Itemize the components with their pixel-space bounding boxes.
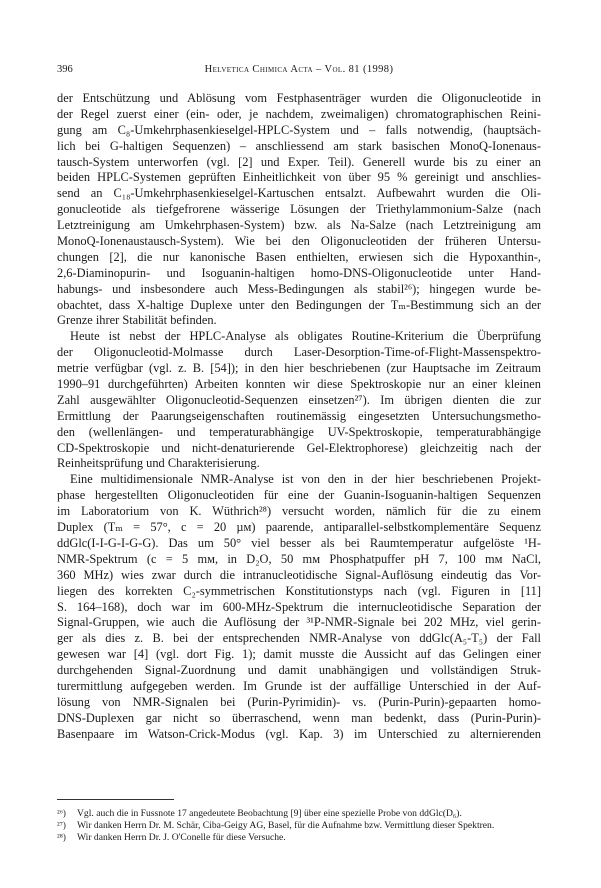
text-line: habungs- und insbesondere auch Mess-Bedingungen als stabil²⁶); hingegen wurde be- — [57, 281, 541, 296]
footnote-text: Vgl. auch die in Fussnote 17 angedeutete Beobachtung [9] über eine spezielle Probe von ddGlc(D₆). — [77, 808, 462, 819]
text-line: obachtet, dass X-haltige Duplexe unter den Bedingungen der Tₘ-Bestimmung sich an der — [57, 297, 541, 312]
text-line: metrie verfügbar (vgl. z. B. [54]); in den hier beschriebenen (zur Hauptsache im Zeitraum — [57, 361, 541, 376]
text-line: der Oligonucleotid-Molmasse durch Laser-Desorption-Time-of-Flight-Massenspektro- — [57, 345, 541, 360]
footnote-28 — [57, 831, 541, 844]
text-line: lich bei G-haltigen Sequenzen) – anschliessend am stark basischen MonoQ-Ionenaus- — [57, 138, 541, 153]
footnote-text: Wir danken Herrn Dr. M. Schär, Ciba-Geigy AG, Basel, für die Aufnahme bzw. Vermittlung dieser Spektren. — [77, 820, 495, 831]
text-line: send an C₁₈-Umkehrphasenkieselgel-Kartuschen entsalzt. Aufbewahrt wurden die Oli- — [57, 186, 541, 201]
text-line: NMR-Spektrum (c = 5 mм, in D₂O, 50 mм Phosphatpuffer pH 7, 100 mм NaCl, — [57, 551, 541, 566]
text-line: phase hergestellten Oligonucleotiden für eine der Guanin-Isoguanin-haltigen Sequenzen — [57, 488, 541, 503]
footnote-mark: ²⁶) — [57, 808, 66, 818]
journal-title: Helvetica Chimica Acta – Vol. 81 (1998) — [204, 64, 394, 75]
footnote-text: Wir danken Herrn Dr. J. O'Conelle für diese Versuche. — [77, 832, 286, 843]
text-line: gewesen war [4] (vgl. dort Fig. 1); damit musste die Aussicht auf das Gelingen einer — [57, 647, 541, 662]
text-line: liegen des korrekten C₂-symmetrischen Konstitutionstyps nach (vgl. Figuren in [11] — [57, 583, 541, 598]
text-line: turermittlung aufgegeben werden. Im Grunde ist der auffällige Unterschied in der Auf- — [57, 678, 541, 693]
text-line: ger als dies z. B. bei der entsprechenden NMR-Analyse von ddGlc(A₅-T₅) der Fall — [57, 631, 541, 646]
text-line: S. 164–168), doch war im 600-MHz-Spektrum die internucleotidische Separation der — [57, 599, 541, 614]
text-line: Reinheitsprüfung und Charakterisierung. — [57, 456, 260, 471]
text-line: Zahl ausgewählter Oligonucleotid-Sequenzen einsetzen²⁷). Im übrigen dienten die zur — [57, 392, 541, 407]
text-line: MonoQ-Ionenaustausch-System). Wie bei den Oligonucleotiden der früheren Untersu- — [57, 234, 541, 249]
text-line: Ermittlung der Paarungseigenschaften routinemässig eingesetzten Untersuchungsmetho- — [57, 408, 541, 423]
text-line: den (wellenlängen- und temperaturabhängige UV-Spektroskopie, temperaturabhängige — [57, 424, 541, 439]
text-line: 2,6-Diaminopurin- und Isoguanin-haltigen homo-DNS-Oligonucleotide unter Hand- — [57, 265, 541, 280]
body-text — [57, 91, 541, 743]
footnote-mark: ²⁸) — [57, 832, 66, 842]
text-line: Heute ist nebst der HPLC-Analyse als obligates Routine-Kriterium die Überprüfung — [70, 329, 541, 344]
text-line: ddGlc(I-I-G-I-G-G). Das um 50° viel besser als bei Raumtemperatur aufgelöste ¹H- — [57, 535, 541, 550]
text-line: der Regel zuerst einer (ein- oder, je nachdem, zweimaligen) chromatographischen Reini- — [57, 106, 541, 121]
footnote-rule — [57, 799, 174, 800]
running-header — [57, 64, 541, 78]
text-line: beiden HPLC-Systemen geprüften Einheitlichkeit von über 95 % gereinigt und anschlies- — [57, 170, 541, 185]
text-line: durchgehenden Signal-Zuordnung und damit unabhängigen und vollständigen Struk- — [57, 663, 541, 678]
text-line: im Laboratorium von K. Wüthrich²⁸) versucht worden, nämlich für die zu einem — [57, 504, 541, 519]
text-line: tausch-System unterworfen (vgl. [2] und Exper. Teil). Generell wurde bis zu einer an — [57, 154, 541, 169]
page-number: 396 — [57, 64, 73, 75]
text-line: chungen [2], die nur kanonische Basen enthielten, erwiesen sich die Hypoxanthin-, — [57, 249, 541, 264]
footnote-mark: ²⁷) — [57, 820, 66, 830]
text-line: Signal-Gruppen, wie auch die Auflösung der ³¹P-NMR-Signale bei 202 MHz, viel gerin- — [57, 615, 541, 630]
text-line: lösung von NMR-Signalen bei (Purin-Pyrimidin)- vs. (Purin-Purin)-gepaarten homo- — [57, 694, 541, 709]
text-line: der Entschützung und Ablösung vom Festphasenträger wurden die Oligonucleotide in — [57, 91, 541, 105]
text-line: gung am C₈-Umkehrphasenkieselgel-HPLC-System und – falls notwendig, (hauptsäch- — [57, 122, 541, 137]
text-line: Eine multidimensionale NMR-Analyse ist von den in der hier beschriebenen Projekt- — [70, 472, 541, 487]
text-line: 1990–91 durchgeführten) Arbeiten konnten wir diese Spektroskopie nur an einer kleinen — [57, 377, 541, 392]
text-line: gonucleotide als tiefgefrorene wässerige Lösungen der Triethylammonium-Salze (nach — [57, 202, 541, 217]
text-line: Basenpaare im Watson-Crick-Modus (vgl. Kap. 3) im Unterschied zu alternierenden — [57, 726, 541, 741]
text-line: Letztreinigung am Umkehrphasen-System) bzw. als Na-Salze (nach Letztreinigung am — [57, 218, 541, 233]
text-line: DNS-Duplexen gar nicht so überraschend, wenn man bedenkt, dass (Purin-Purin)- — [57, 710, 541, 725]
text-line: CD-Spektroskopie und nicht-denaturierende Gel-Elektrophorese) gleichzeitig nach der — [57, 440, 541, 455]
text-line: Duplex (Tₘ = 57°, c = 20 µм) paarende, antiparallel-selbstkomplementäre Sequenz — [57, 520, 541, 535]
text-line: Grenze ihrer Stabilität befinden. — [57, 313, 217, 328]
text-line: 360 MHz) wies zwar durch die intranucleotidische Signal-Auflösung eindeutig das Vor- — [57, 567, 541, 582]
